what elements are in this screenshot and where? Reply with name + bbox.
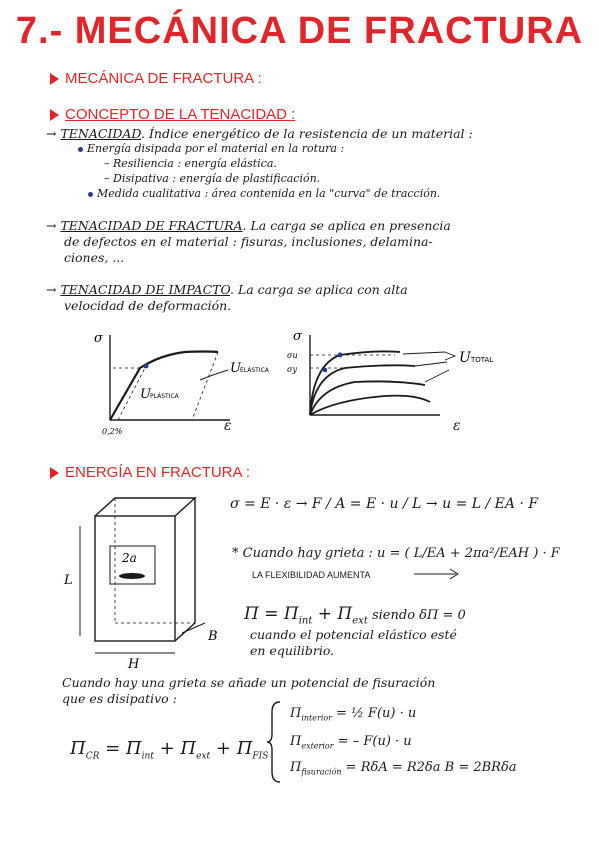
fractura-line3: ciones, ... (64, 250, 125, 265)
pot-siendo: siendo δΠ = 0 (367, 608, 466, 623)
specimen-box-diagram (60, 488, 235, 668)
grieta-equation: * Cuando hay grieta : u = ( L/EA + 2πa²/EAH ) · F (232, 546, 560, 561)
ext-sub: exterior (301, 741, 334, 751)
cr-int-sub: int (141, 751, 154, 762)
point-1 (338, 353, 343, 358)
bullet-disipativa: – Disipativa : energía de plastificación. (104, 172, 321, 185)
stress-equation: σ = E · ε → F / A = E · u / L → u = L / EA · F (230, 496, 539, 512)
cr-fis-sub: FIS (252, 751, 269, 762)
energia-heading (50, 464, 250, 481)
unload-line (192, 352, 218, 420)
potential-equation (244, 604, 466, 626)
bullet-resiliencia: – Resiliencia : energía elástica. (104, 157, 277, 170)
tenacidad-line: → TENACIDAD. Índice energético de la resistencia de un material : (46, 126, 473, 141)
stress-strain-graph-1 (80, 330, 300, 440)
bullet-energia (78, 141, 344, 156)
pot-int-sub: int (298, 615, 313, 627)
ext-rhs: = – F(u) · u (333, 734, 412, 749)
H-label: H (128, 657, 140, 668)
plastic-sub: PLÁSTICA (150, 393, 179, 400)
cr-sub: CR (85, 751, 100, 762)
int-rhs: = ½ F(u) · u (332, 706, 417, 721)
su-label: σu (287, 351, 298, 360)
stress-curve (110, 352, 218, 421)
impacto-line2: velocidad de deformación. (64, 298, 232, 313)
yield-point (144, 364, 149, 369)
total-pointers (403, 352, 449, 382)
curve-4 (310, 396, 430, 415)
fis-pi: Π (290, 760, 302, 775)
cr-fis-pi: + Π (210, 738, 253, 759)
section-mecanica-heading (50, 70, 262, 87)
triangle-bullet-icon (50, 73, 59, 85)
brace-icon (266, 700, 284, 784)
impacto-text1: . La carga se aplica con alta (230, 282, 408, 297)
bullet-energia-text: Energía disipada por el material en la rotura : (87, 142, 345, 155)
potential-line3: en equilibrio. (250, 643, 335, 658)
fractura-line1: → TENACIDAD DE FRACTURA. La carga se aplica en presencia (46, 218, 451, 233)
y-label: σ (94, 331, 103, 346)
int-pi: Π (290, 706, 302, 721)
fis-sub: fisuración (301, 767, 342, 777)
B-label: B (208, 629, 218, 644)
tenacidad-def: . Índice energético de la resistencia de un material : (141, 126, 473, 141)
triangle-bullet-icon (50, 467, 59, 479)
energia-label: ENERGÍA EN FRACTURA : (65, 464, 251, 481)
fis-rhs: = RδA = R2δa B = 2BRδa (341, 760, 517, 775)
fractura-text1: . La carga se aplica en presencia (242, 218, 451, 233)
arrow-icon (412, 566, 462, 580)
grieta-text-line1: Cuando hay una grieta se añade un potencial de fisuración (62, 675, 436, 690)
sy-label: σy (287, 365, 297, 374)
flexibilidad-note: LA FLEXIBILIDAD AUMENTA (252, 570, 371, 580)
total-sub: TOTAL (471, 356, 494, 364)
crack-icon (119, 573, 145, 579)
stress-strain-graph-2 (285, 330, 525, 440)
fractura-line2: de defectos en el material : fisuras, inclusiones, delamina- (64, 234, 433, 249)
curve-1 (310, 351, 400, 415)
pot-pi: Π = Π (244, 604, 299, 624)
tick-label: 0,2% (102, 427, 123, 436)
dot-bullet-icon (88, 192, 93, 197)
bullet-medida-text: Medida cualitativa : área contenida en la "curva" de tracción. (97, 187, 441, 200)
dot-bullet-icon (78, 147, 83, 152)
bullet-medida (88, 186, 440, 201)
concepto-heading (50, 106, 295, 123)
impacto-line1: → TENACIDAD DE IMPACTO. La carga se aplica con alta (46, 282, 408, 297)
potential-line2: cuando el potencial elástico esté (250, 627, 457, 642)
cr-ext-pi: + Π (153, 738, 197, 759)
interior-equation (290, 706, 416, 723)
exterior-equation (290, 734, 412, 751)
total-U: U (459, 350, 471, 366)
page-title: 7.- MECÁNICA DE FRACTURA (15, 10, 584, 52)
y-label: σ (293, 330, 302, 344)
elastic-U: U (230, 361, 241, 376)
graph2-x-label: ε (453, 418, 461, 434)
fractura-term: TENACIDAD DE FRACTURA (60, 218, 243, 233)
fisuracion-equation (290, 760, 517, 777)
int-sub: interior (301, 713, 333, 723)
L-label: L (64, 573, 73, 588)
plastic-U: U (140, 387, 151, 402)
pot-plus: + Π (312, 604, 353, 624)
point-2 (323, 368, 328, 373)
critical-potential-equation (70, 738, 268, 762)
triangle-bullet-icon (50, 109, 59, 121)
section-mecanica-label: MECÁNICA DE FRACTURA : (65, 70, 262, 87)
cr-ext-sub: ext (196, 751, 211, 762)
impacto-term: TENACIDAD DE IMPACTO (60, 282, 230, 297)
graph1-x-label: ε (224, 418, 232, 434)
cr-int-pi: = Π (99, 738, 142, 759)
pot-ext-sub: ext (352, 615, 368, 627)
cr-pi: Π (70, 738, 86, 759)
tenacidad-term: TENACIDAD (60, 126, 142, 141)
grieta-text-line2: que es disipativo : (62, 691, 177, 706)
arrow-head-icon (445, 352, 455, 360)
elastic-pointer (200, 370, 228, 380)
concepto-label: CONCEPTO DE LA TENACIDAD : (65, 106, 296, 123)
elastic-sub: ELÁSTICA (240, 367, 269, 374)
ext-pi: Π (290, 734, 302, 749)
2a-label: 2a (122, 551, 137, 565)
